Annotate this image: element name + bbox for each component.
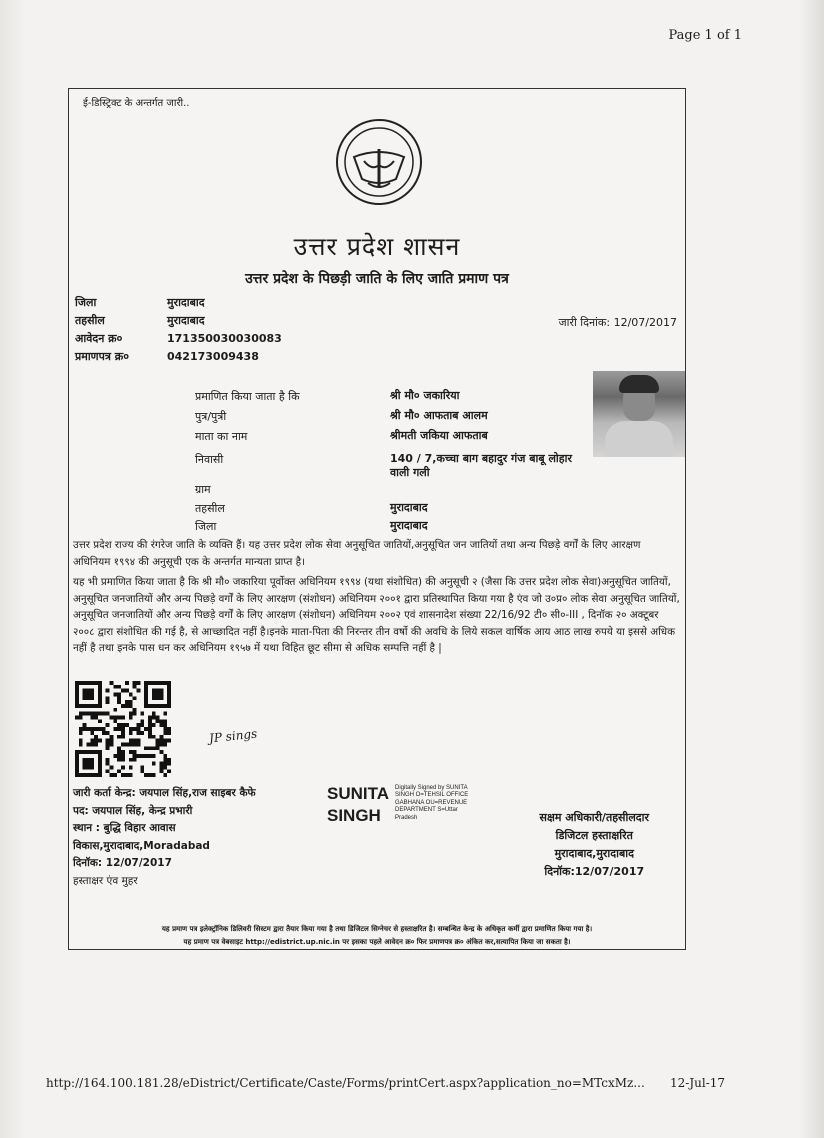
up-state-emblem-icon xyxy=(334,117,424,207)
officer-title: सक्षम अधिकारी/तहसीलदार xyxy=(539,811,649,824)
footer-note: यह प्रमाण पत्र इलेक्ट्रॉनिक डिलिवरी सिस्टम द्वारा तैयार किया गया है तथा डिजिटल सिग्नेचर से हस्ताक्षरित है। सम्बन्धित केन्द्र के अधिकृत कर्मी द्वारा प्रमाणित किया गया है। xyxy=(161,925,593,933)
issuer-place-2: विकास,मुरादाबाद,Moradabad xyxy=(73,839,210,852)
district-row: जिला मुरादाबाद xyxy=(75,296,205,309)
applicant-photo xyxy=(593,371,685,457)
issue-date: जारी दिनांक: 12/07/2017 xyxy=(558,316,677,329)
caste-paragraph: उत्तर प्रदेश राज्य की रंगरेज जाति के व्यक्ति हैं। यह उत्तर प्रदेश लोक सेवा अनुसूचित जातियों,अनुसूचित जन जातियों तथा अन्य पिछड़े वर्गों के लिए आरक्षण अधिनियम १९९४ की अनुसूची एक के अन्तर्गत मान्यता प्राप्त है। xyxy=(73,539,641,568)
digital-signature-name: SUNITA SINGH xyxy=(327,784,390,825)
qr-code-icon xyxy=(75,681,171,777)
issuer-post: पद: जयपाल सिंह, केन्द्र प्रभारी xyxy=(73,804,193,817)
page-number: Page 1 of 1 xyxy=(668,28,742,43)
verification-note: यह प्रमाण पत्र वेबसाइट http://edistrict.up.nic.in पर इसका पहले आवेदन क्र० फिर प्रमाणपत्र क्र० अंकित कर,सत्यापित किया जा सकता है। xyxy=(183,938,571,946)
officer-block xyxy=(540,809,649,881)
issuer-place: स्थान : बुद्धि विहार आवास xyxy=(73,822,176,834)
certification-paragraph: यह भी प्रमाणित किया जाता है कि श्री मौ० जकारिया पूर्वोक्त अधिनियम १९९४ (यथा संशोधित) की अनुसूची २ (जैसा कि उत्तर प्रदेश लोक सेवा)अनुसूचित जातियों, अनुसूचित जनजातियों और अन्य पिछड़े वर्गों के लिए आरक्षण (संशोधन) अधिनियम २००१ द्वारा प्रतिस्थापित किया गया है एंव जो उ०प्र० लोक सेवा अनुसूचित जातियों, अनुसूचित जनजातियों और अन्य पिछड़े वर्गों के लिए आरक्षण (संशोधन) अधिनियम २००२ एवं शासनादेश संख्या 22/16/92 टी० सी०-III , दिनॉक २० अक्टूबर २००८ द्वारा संशोधित की गई है, से आच्छादित नहीं है।इनके माता-पिता की निरन्तर तीन वर्षो की अवधि के लिये सकल वार्षिक आय आठ लाख रुपये या इससे अधिक नहीं है तथा इनके पास धन कर अधिनियम १९५७ में यथा विहित छूट सीमा से अधिक सम्पत्ति नहीं है | xyxy=(73,576,680,655)
officer-date: दिनॉक:12/07/2017 xyxy=(544,865,645,878)
print-date: 12-Jul-17 xyxy=(670,1076,726,1090)
officer-sign: डिजिटल हस्ताक्षरित xyxy=(555,829,633,842)
issuer-date: दिनॉक: 12/07/2017 xyxy=(73,857,172,869)
edistrict-note: ई-डिस्ट्रिक्ट के अन्तर्गत जारी.. xyxy=(83,98,190,109)
certificate-row: प्रमाणपत्र क्र० 042173009438 xyxy=(75,350,259,363)
issuing-center: जारी कर्ता केन्द्र: जयपाल सिंह,राज साइबर कैफे xyxy=(73,787,256,799)
application-row: आवेदन क्र० 171350030030083 xyxy=(75,332,282,345)
tehsil-row: तहसील मुरादाबाद xyxy=(75,314,205,327)
print-url: http://164.100.181.28/eDistrict/Certificate/Caste/Forms/printCert.aspx?application_no=MTcxMz... xyxy=(46,1076,645,1090)
certificate-subtitle: उत्तर प्रदेश के पिछड़ी जाति के लिए जाति प्रमाण पत्र xyxy=(245,271,509,287)
sign-and-seal-label: हस्ताक्षर एंव मुहर xyxy=(73,874,138,887)
digital-signature-details: Digitally Signed by SUNITA SINGH O=TEHSIL OFFICE GABHANA OU=REVENUE DEPARTMENT S=Uttar Pradesh xyxy=(395,785,469,821)
handwritten-signature: JP sings xyxy=(208,726,258,746)
officer-place: मुरादाबाद,मुरादाबाद xyxy=(554,847,634,860)
issuer-block xyxy=(73,785,256,890)
certificate-frame: ई-डिस्ट्रिक्ट के अन्तर्गत जारी.. उत्तर प्रदेश शासन उत्तर प्रदेश के पिछड़ी जाति के लिए जाति प्रमाण पत्र जिला मुरादाबाद तहसील मुरादाबाद आवेदन क्र० 171350030030083 प्रमाणपत्र क्र० 042173009438 जारी दिनांक: 12/07/2017 प्रमाणित किया जाता है कि श्री मौ० जकारिया पुत्र/पुत्री श्री मौ० आफताब आलम माता का नाम श्रीमती जकिया आफताब निवासी 140 / 7,कच्चा बाग बहादुर गंज बाबू लोहार वाली गली ग्राम तहसील मुरादाबाद जिला मुरादाबाद उत्तर प्रदेश राज्य की रंगरेज जाति के व्यक्ति हैं। यह उत्तर प्रदेश लोक सेवा अनुसूचित जातियों,अनुसूचित जन जातियों तथा अन्य पिछड़े वर्गों के लिए आरक्षण अधिनियम १९९४ की अनुसूची एक के अन्तर्गत मान्यता प्राप्त है। यह भी प्रमाणित किया जाता है कि श्री मौ० जकारिया पूर्वोक्त अधिनियम १९९४ (यथा संशोधित) की अनुसूची २ (जैसा कि उत्तर प्रदेश लोक सेवा)अनुसूचित जातियों, अनुसूचित जनजातियों और अन्य पिछड़े वर्गों के लिए आरक्षण (संशोधन) अधिनियम २००१ द्वारा प्रतिस्थापित किया गया है एंव जो उ०प्र० लोक सेवा अनुसूचित जातियों, अनुसूचित जनजातियों और अन्य पिछड़े वर्गों के लिए आरक्षण (संशोधन) अधिनियम २००२ एवं शासनादेश संख्या 22/16/92 टी० सी०-III , दिनॉक २० अक्टूबर २००८ द्वारा संशोधित की गई है, से आच्छादित नहीं है।इनके माता-पिता की निरन्तर तीन वर्षो की अवधि के लिये सकल वार्षिक आय आठ लाख रुपये या इससे अधिक नहीं है तथा इनके पास धन कर अधिनियम १९५७ में यथा विहित छूट सीमा से अधिक सम्पत्ति नहीं है | JP sings जारी कर्ता केन्द्र: जयपाल सिंह,राज साइबर कैफे पद: जयपाल सिंह, केन्द्र प्रभारी स्थान : बुद्धि विहार आवास विकास,मुरादाबाद,Moradabad दिनॉक: 12/07/2017 हस्ताक्षर एंव मुहर SUNITA SINGH Digitally Signed by SUNITA SINGH O=TEHSIL OFFICE GABHANA OU=REVENUE DEPARTMENT S=Uttar Pradesh सक्षम अधिकारी/तहसीलदार डिजिटल हस्ताक्षरित मुरादाबाद,मुरादाबाद दिनॉक:12/07/2017 यह प्रमाण पत्र इलेक्ट्रॉनिक डिलिवरी सिस्टम द्वारा तैयार किया गया है तथा डिजिटल सिग्नेचर से हस्ताक्षरित है। सम्बन्धित केन्द्र के अधिकृत कर्मी द्वारा प्रमाणित किया गया है। यह प्रमाण पत्र वेबसाइट http://edistrict.up.nic.in पर इसका पहले आवेदन क्र० फिर प्रमाणपत्र क्र० अंकित कर,सत्यापित किया जा सकता है। xyxy=(68,88,686,950)
page-title: उत्तर प्रदेश शासन xyxy=(293,232,461,261)
